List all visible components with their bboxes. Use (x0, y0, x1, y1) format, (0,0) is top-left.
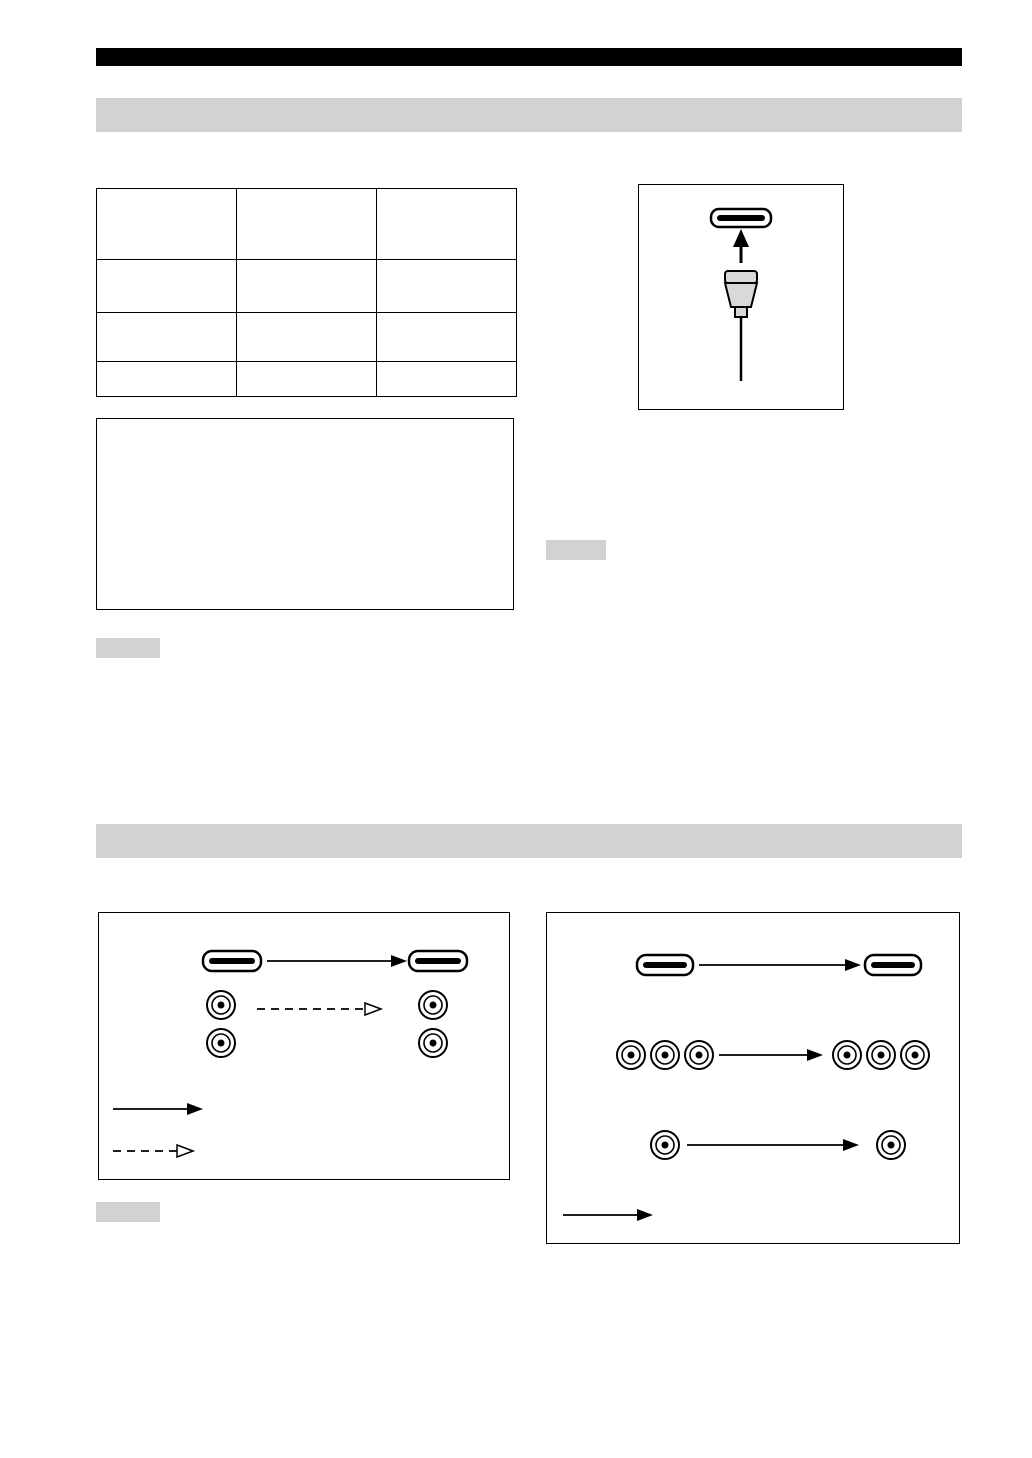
rca-jack-icon (685, 1041, 713, 1069)
note-marker-lower-left (96, 1202, 160, 1222)
table-row (97, 260, 517, 313)
connection-diagram-right-graphic (547, 913, 959, 1243)
connection-diagram-left (98, 912, 510, 1180)
table-cell (97, 313, 237, 362)
note-marker-upper-right (546, 540, 606, 560)
hdmi-port-icon (409, 951, 467, 971)
legend-arrow-dashed-icon (113, 1145, 193, 1157)
rca-jack-icon (419, 991, 447, 1019)
table-row (97, 189, 517, 260)
table-cell (377, 189, 517, 260)
connection-diagram-right (546, 912, 960, 1244)
connector-illustration-graphic (639, 185, 843, 409)
rca-jack-icon (867, 1041, 895, 1069)
note-marker-upper-left (96, 638, 160, 658)
page-header-rule (96, 48, 962, 66)
arrow-right-dashed-icon (257, 1003, 381, 1015)
hdmi-plug-icon (725, 271, 757, 381)
table-cell (237, 189, 377, 260)
table-cell (377, 313, 517, 362)
rca-jack-icon (207, 1029, 235, 1057)
specification-table (96, 188, 517, 397)
table-cell (237, 313, 377, 362)
arrow-right-icon (687, 1139, 859, 1151)
arrow-right-icon (267, 955, 407, 967)
connector-illustration-box (638, 184, 844, 410)
table-cell (97, 189, 237, 260)
arrow-right-icon (699, 959, 861, 971)
hdmi-port-icon (711, 209, 771, 227)
table-cell (377, 260, 517, 313)
arrow-right-icon (719, 1049, 823, 1061)
table-cell (237, 260, 377, 313)
section-band-upper (96, 98, 962, 132)
table-row (97, 313, 517, 362)
table-cell (97, 362, 237, 397)
hdmi-port-icon (203, 951, 261, 971)
table-cell (97, 260, 237, 313)
rca-jack-icon (833, 1041, 861, 1069)
connection-diagram-left-graphic (99, 913, 509, 1179)
rca-jack-icon (617, 1041, 645, 1069)
table-cell (237, 362, 377, 397)
section-band-lower (96, 824, 962, 858)
hdmi-port-icon (865, 955, 921, 975)
hdmi-port-icon (637, 955, 693, 975)
rca-jack-icon (419, 1029, 447, 1057)
rca-jack-icon (651, 1041, 679, 1069)
arrow-up-icon (733, 229, 749, 263)
legend-arrow-solid-icon (563, 1209, 653, 1221)
legend-arrow-solid-icon (113, 1103, 203, 1115)
rca-jack-icon (207, 991, 235, 1019)
rca-jack-icon (901, 1041, 929, 1069)
rca-jack-icon (651, 1131, 679, 1159)
note-box (96, 418, 514, 610)
rca-jack-icon (877, 1131, 905, 1159)
table-row (97, 362, 517, 397)
table-cell (377, 362, 517, 397)
